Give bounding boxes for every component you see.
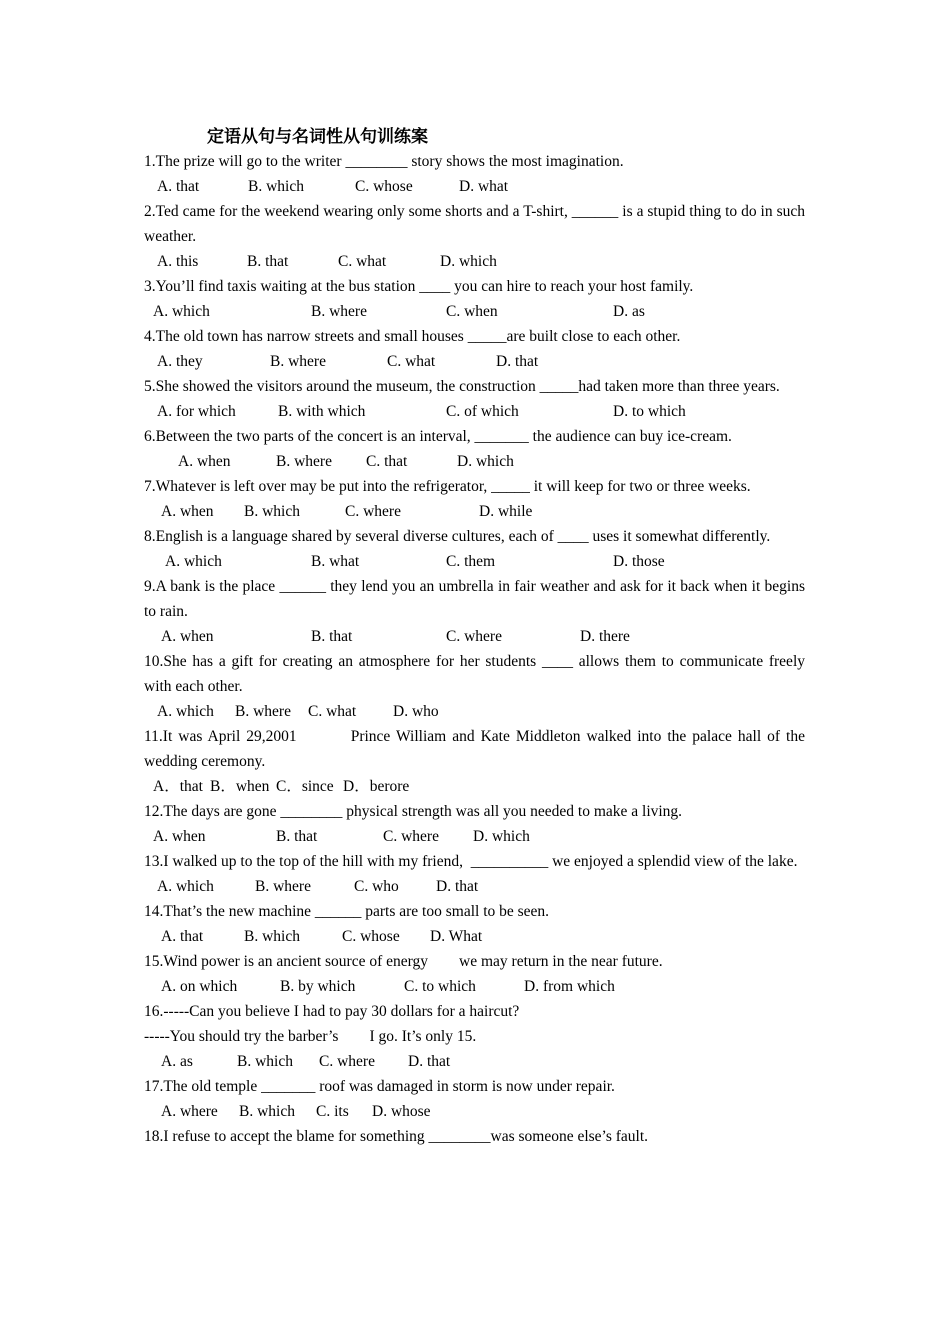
option-c: C. who xyxy=(354,878,399,895)
option-d: D. there xyxy=(580,628,630,645)
option-row xyxy=(144,499,805,524)
option-c: C. when xyxy=(446,303,498,320)
option-b: B. which xyxy=(237,1053,293,1070)
option-a: A. for which xyxy=(157,403,236,420)
option-c: C. where xyxy=(446,628,502,645)
option-c: C. them xyxy=(446,553,496,570)
option-b: B. where xyxy=(270,353,326,370)
option-b: B. where xyxy=(235,703,291,720)
option-a: A. when xyxy=(153,828,206,845)
option-b: B. which xyxy=(244,928,300,945)
option-row xyxy=(144,249,805,274)
option-a: A. which xyxy=(153,303,210,320)
option-a: A. when xyxy=(178,453,231,470)
option-row xyxy=(144,974,805,999)
option-d: D. that xyxy=(408,1053,451,1070)
option-row xyxy=(144,549,805,574)
option-b: B. where xyxy=(311,303,367,320)
option-c: C. that xyxy=(366,453,408,470)
option-b: B. what xyxy=(311,553,360,570)
option-a: A. which xyxy=(165,553,222,570)
option-c: C. what xyxy=(308,703,357,720)
option-b: B. which xyxy=(239,1103,295,1120)
question-stem: 6.Between the two parts of the concert is an interval, _______ the audience can buy ice-cream. xyxy=(144,428,732,445)
page-title: 定语从句与名词性从句训练案 xyxy=(207,127,428,147)
option-row xyxy=(144,399,805,424)
option-c: C. whose xyxy=(342,928,400,945)
question-reply: -----You should try the barber’s I go. It’s only 15. xyxy=(144,1028,477,1045)
option-c: C. to which xyxy=(404,978,476,995)
option-row xyxy=(144,699,805,724)
option-c: C. whose xyxy=(355,178,413,195)
option-a: A. which xyxy=(157,703,214,720)
option-row xyxy=(144,349,805,374)
option-b: B．when xyxy=(210,778,270,795)
option-b: B. that xyxy=(311,628,353,645)
option-d: D. whose xyxy=(372,1103,431,1120)
option-d: D. which xyxy=(440,253,497,270)
option-b: B. that xyxy=(247,253,289,270)
option-a: A. they xyxy=(157,353,203,370)
option-row xyxy=(144,174,805,199)
option-d: D. that xyxy=(496,353,539,370)
question-stem: 4.The old town has narrow streets and small houses _____are built close to each other. xyxy=(144,328,681,345)
option-b: B. which xyxy=(244,503,300,520)
question-stem: 2.Ted came for the weekend wearing only some shorts and a T-shirt, ______ is a stupid thing to do in such weather. xyxy=(144,203,805,245)
option-a: A. where xyxy=(161,1103,218,1120)
option-row xyxy=(144,1099,805,1124)
question-stem: 14.That’s the new machine ______ parts are too small to be seen. xyxy=(144,903,550,920)
option-c: C. where xyxy=(319,1053,375,1070)
question-stem: 15.Wind power is an ancient source of energy we may return in the near future. xyxy=(144,953,663,970)
question-stem: 13.I walked up to the top of the hill with my friend, __________ we enjoyed a splendid view of the lake. xyxy=(144,853,798,870)
option-d: D. what xyxy=(459,178,509,195)
option-a: A．that xyxy=(153,778,203,795)
question-stem: 10.She has a gift for creating an atmosphere for her students ____ allows them to communicate freely with each other. xyxy=(144,653,805,695)
option-a: A. that xyxy=(161,928,204,945)
option-d: D. from which xyxy=(524,978,615,995)
option-b: B. by which xyxy=(280,978,356,995)
option-d: D. that xyxy=(436,878,479,895)
option-d: D. who xyxy=(393,703,439,720)
option-c: C. where xyxy=(383,828,439,845)
option-b: B. where xyxy=(255,878,311,895)
option-d: D. which xyxy=(473,828,530,845)
question-stem: 7.Whatever is left over may be put into the refrigerator, _____ it will keep for two or three weeks. xyxy=(144,478,751,495)
option-c: C. its xyxy=(316,1103,349,1120)
option-d: D. as xyxy=(613,303,645,320)
option-row xyxy=(144,874,805,899)
question-stem: 11.It was April 29,2001 Prince William and Kate Middleton walked into the palace hall of the wedding ceremony. xyxy=(144,728,809,770)
option-b: B. which xyxy=(248,178,304,195)
question-stem: 12.The days are gone ________ physical strength was all you needed to make a living. xyxy=(144,803,683,820)
option-d: D. which xyxy=(457,453,514,470)
option-d: D．berore xyxy=(343,778,410,795)
option-a: A. this xyxy=(157,253,199,270)
option-a: A. on which xyxy=(161,978,238,995)
question-stem: 1.The prize will go to the writer ________ story shows the most imagination. xyxy=(144,153,624,170)
option-row xyxy=(144,924,805,949)
option-row xyxy=(144,824,805,849)
option-b: B. with which xyxy=(278,403,366,420)
option-c: C. what xyxy=(387,353,436,370)
option-b: B. where xyxy=(276,453,332,470)
question-list xyxy=(144,149,809,1149)
option-row xyxy=(144,299,805,324)
option-d: D. those xyxy=(613,553,665,570)
option-d: D. to which xyxy=(613,403,686,420)
option-a: A. that xyxy=(157,178,200,195)
option-d: D. What xyxy=(430,928,483,945)
option-row xyxy=(144,449,805,474)
option-c: C. what xyxy=(338,253,387,270)
option-a: A. which xyxy=(157,878,214,895)
question-stem: 16.-----Can you believe I had to pay 30 dollars for a haircut? xyxy=(144,1003,520,1020)
question-stem: 3.You’ll find taxis waiting at the bus station ____ you can hire to reach your host family. xyxy=(144,278,694,295)
question-stem: 17.The old temple _______ roof was damaged in storm is now under repair. xyxy=(144,1078,615,1095)
option-a: A. as xyxy=(161,1053,193,1070)
option-a: A. when xyxy=(161,628,214,645)
question-stem: 8.English is a language shared by several diverse cultures, each of ____ uses it somewhat differently. xyxy=(144,528,771,545)
option-row xyxy=(144,1049,805,1074)
option-c: C．since xyxy=(276,778,334,795)
option-row xyxy=(144,774,805,799)
option-c: C. where xyxy=(345,503,401,520)
option-a: A. when xyxy=(161,503,214,520)
option-row xyxy=(144,624,805,649)
question-stem: 9.A bank is the place ______ they lend you an umbrella in fair weather and ask for it back when it begins to rain. xyxy=(144,578,805,620)
option-b: B. that xyxy=(276,828,318,845)
option-c: C. of which xyxy=(446,403,519,420)
option-d: D. while xyxy=(479,503,533,520)
question-stem: 18.I refuse to accept the blame for something ________was someone else’s fault. xyxy=(144,1128,649,1145)
question-stem: 5.She showed the visitors around the museum, the construction _____had taken more than three years. xyxy=(144,378,780,395)
